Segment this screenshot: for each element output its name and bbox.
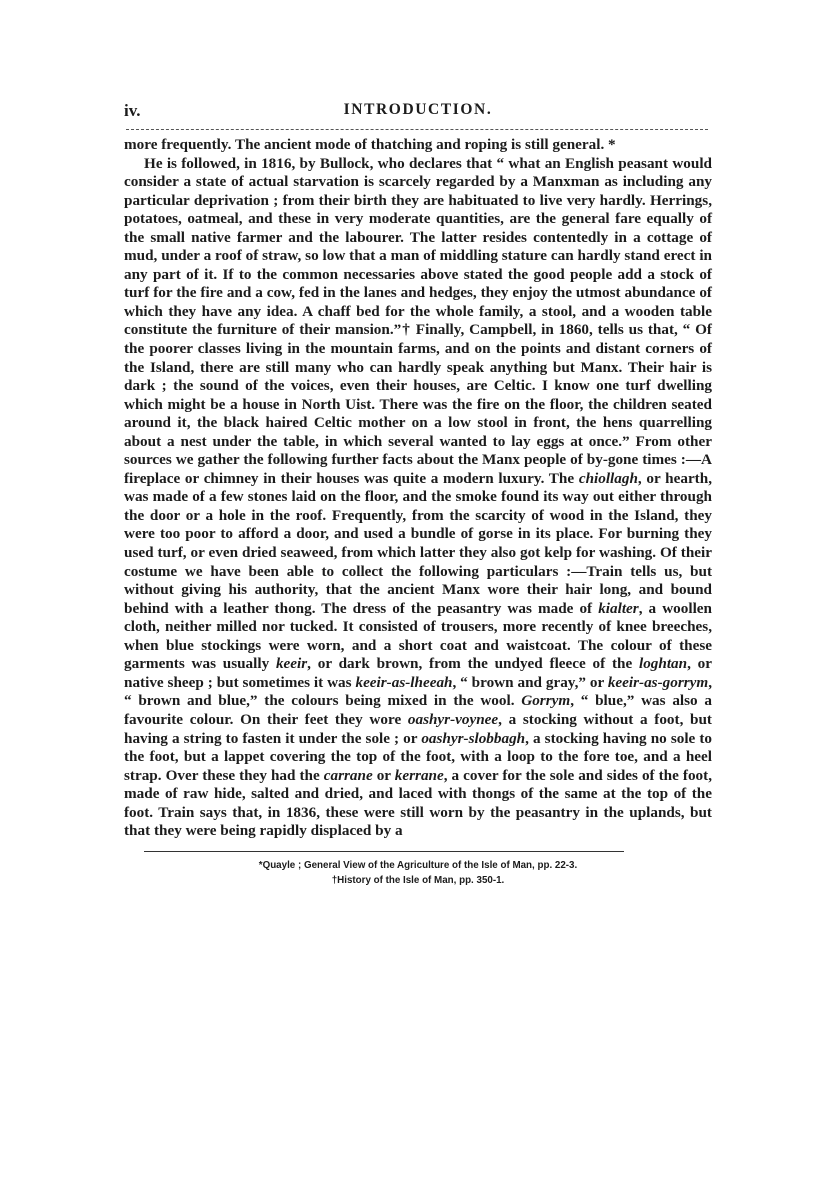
paragraph (124, 155, 712, 841)
page-header (124, 95, 712, 121)
italic-term: chiollagh (578, 469, 638, 487)
text-run: , a stocking without a foot, but having a string to fasten it under the sole ; or (124, 710, 712, 747)
footnote: *Quayle ; General View of the Agriculture of the Isle of Man, pp. 22-3. (258, 859, 578, 871)
text-run: , or dark brown, from the undyed fleece of the (307, 655, 639, 673)
text-run: , or hearth, was made of a few stones laid on the floor, and the smoke found its way out either through the door or a hole in the roof. Frequently, from the scarcity of wood in the Island, they were too poor to afford a door, and used a bundle of gorse in its place. For burning they used turf, or even dried seaweed, from which latter they also got kelp for washing. Of their costume we have been able to collect the following particulars :—Train tells us, but without giving his authority, that the ancient Manx wore their hair long, and bound behind with a leather thong. The dress of the peasantry was made of (124, 469, 712, 617)
text-run: , “ brown and gray,” or (452, 673, 608, 691)
text-run: , a stocking having no sole to the foot, but a lappet covering the top of the foot, with a loop to the fore toe, and a heel strap. Over these they had the (124, 729, 712, 784)
running-title: INTRODUCTION. (343, 101, 493, 118)
italic-term: kialter (598, 599, 639, 617)
text-run: more frequently. The ancient mode of thatching and roping is still general. * (124, 136, 616, 153)
text-run: , a woollen cloth, neither milled nor tucked. It consisted of trousers, more recently of knee breeches, when blue stockings were worn, and a short coat and waistcoat. The colour of these garments was usually (124, 599, 712, 673)
text-run: , “ brown and blue,” the colours being mixed in the wool. (124, 673, 712, 710)
text-run: He is followed, in 1816, by Bullock, who declares that “ what an English peasant would consider a state of actual starvation is scarcely regarded by a Manxman as including any particular deprivation ; from their birth they are habituated to live very hardly. Herrings, potatoes, oatmeal, and these in very moderate quantities, are the general fare equally of the small native farmer and the labourer. The latter resides contentedly in a cottage of mud, under a roof of straw, so low that a man of middling stature can hardly stand erect in any part of it. If to the common necessaries above stated the good people add a stock of turf for the fire and a cow, fed in the lanes and hedges, they enjoy the utmost abundance of which they have any idea. A chaff bed for the whole family, a stool, and a wooden table constitute the furniture of their mansion.”† Finally, Campbell, in 1860, tells us that, “ Of the poorer classes living in the mountain farms, and on the points and distant corners of the Island, there are still many who can hardly speak anything but Manx. Their hair is dark ; the sound of the voices, even their houses, are Celtic. I know one turf dwelling which might be a house in North Uist. There was the fire on the floor, the children seated around it, the black haired Celtic mother on a low stool in front, the hens quarrelling about a nest under the table, in which several wanted to lay eggs at once.” From other sources we gather the following further facts about the Manx people of by-gone times :—A fireplace or chimney in their houses was quite a modern luxury. The (124, 154, 712, 487)
text-run: or (372, 766, 395, 784)
text-run: , or native sheep ; but sometimes it was (124, 655, 712, 691)
italic-term: oashyr-slobbagh (421, 729, 526, 747)
page-number: iv. (124, 101, 141, 120)
italic-term: keeir-as-gorrym (607, 673, 709, 691)
italic-term: oashyr-voynee (407, 710, 499, 728)
italic-term: carrane (323, 766, 373, 784)
italic-term: loghtan (638, 655, 688, 673)
italic-term: kerrane (394, 766, 444, 784)
header-rule (126, 129, 708, 130)
footnote-rule (144, 851, 624, 852)
text-run: , “ blue,” was also a favourite colour. On their feet they wore (124, 692, 712, 728)
italic-term: keeir-as-lheeah (355, 673, 453, 691)
footnote: †History of the Isle of Man, pp. 350-1. (331, 874, 505, 886)
italic-term: Gorrym (521, 692, 571, 710)
book-page (124, 95, 712, 888)
footnotes (124, 858, 712, 888)
paragraph (124, 136, 712, 155)
body-text (124, 136, 712, 841)
text-run: , a cover for the sole and sides of the foot, made of raw hide, salted and dried, and laced with thongs of the same at the top of the foot. Train says that, in 1836, these were still worn by the peasantry in the uplands, but that they were being rapidly displaced by a (124, 766, 712, 840)
italic-term: keeir (275, 655, 308, 673)
